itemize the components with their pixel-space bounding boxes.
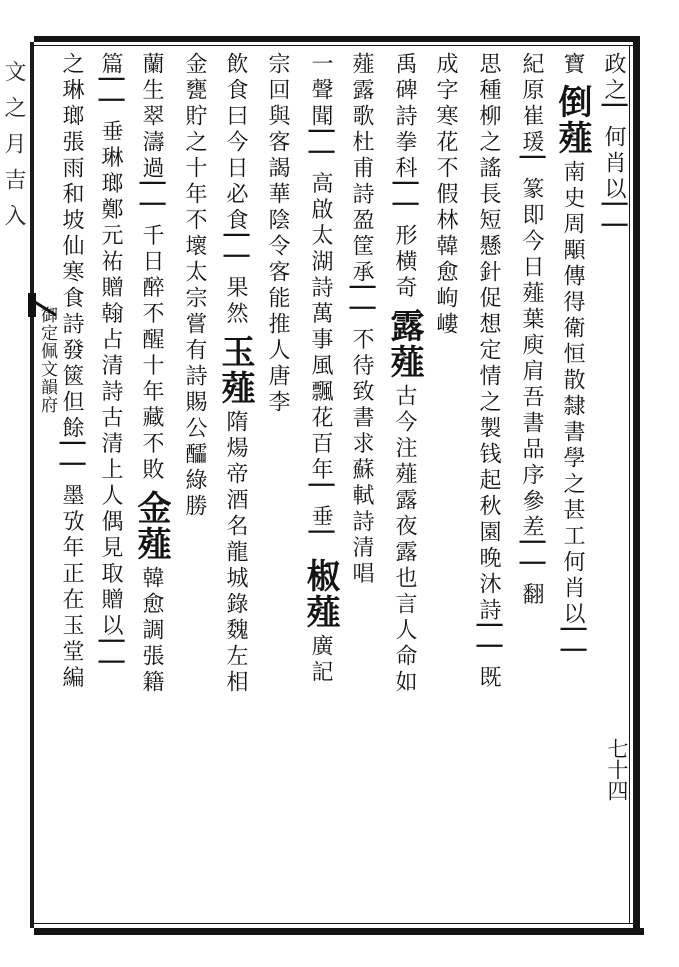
text-column <box>131 52 171 696</box>
text-segment: 一聲聞▏▏高啟太湖詩萬事風飄花百年▏垂▏ <box>308 52 333 552</box>
fishtail-mark <box>28 293 36 317</box>
text-column <box>596 52 630 245</box>
frame-top-inner-border <box>34 45 640 46</box>
text-segment: 韓愈調張籍 <box>139 565 164 696</box>
text-segment: 寶 <box>560 52 585 78</box>
text-segment: 飲食曰今日必食▏▏果然 <box>223 52 248 328</box>
margin-text-fragment: 文之月吉入 <box>1 60 26 240</box>
text-segment: 唐李 <box>265 364 290 416</box>
text-segment: 禹碑詩拳科▏▏形横奇 <box>392 52 417 302</box>
text-segment: 思種柳之謠長短懸針促想定情之製钱起秋園晚沐詩▏▏既 <box>476 52 501 692</box>
frame-bottom-inner-border <box>34 923 640 924</box>
text-segment: 篇▏▏垂琳瑯鄭元祐贈翰占清詩古清上人偶見取贈以▏▏ <box>98 52 123 682</box>
text-column <box>54 52 88 692</box>
text-column <box>215 52 255 696</box>
text-column <box>177 52 211 520</box>
entry-heading: 露薤 <box>384 307 424 380</box>
text-segment: 政之▏何肖以▏▏ <box>601 52 626 245</box>
frame-right-border <box>633 36 640 935</box>
text-segment: 之琳瑯張雨和坡仙寒食詩發篋但餘▏▏墨攷年正在玉堂編 <box>59 52 84 692</box>
text-column <box>93 52 127 682</box>
text-column <box>300 52 340 686</box>
frame-bottom-border <box>34 928 644 935</box>
text-segment: 南史周顒傳得衛恒散隸書學之甚工何肖以▏▏ <box>560 160 585 670</box>
text-segment: 蘭生翠濤過▏▏千日醉不醒十年藏不敗 <box>139 52 164 484</box>
text-segment: 古今注薤露夜露也言人命如 <box>392 383 417 696</box>
text-column <box>471 52 505 692</box>
text-column <box>552 52 592 670</box>
entry-heading: 玉薤 <box>215 333 255 406</box>
text-segment: 宗回與客謁華陰令客能推人 <box>265 52 290 364</box>
text-segment: 成字寒花不假林韓愈岣嶁 <box>433 52 458 338</box>
book-title: 御定佩文韻府 <box>37 306 57 414</box>
margin-fold-line <box>30 42 34 928</box>
frame-top-border <box>34 36 640 42</box>
text-column <box>428 52 462 338</box>
text-segment: 紀原崔瑗▏篆即今日薤葉庾肩吾書品序參差▏▏翻 <box>519 52 544 609</box>
entry-heading: 椒薤 <box>300 557 340 630</box>
text-segment: 金甕貯之十年不壞太宗嘗有詩賜公醽綠勝 <box>182 52 207 520</box>
text-segment: 隋煬帝酒名龍城錄魏左相 <box>223 409 248 696</box>
text-segment: 薤露歌杜甫詩盈筐承▏▏不待致書求蘇軾詩清唱 <box>349 52 374 588</box>
entry-heading: 金薤 <box>131 489 171 562</box>
text-column <box>260 52 294 416</box>
page-number: 七十四 <box>605 738 629 801</box>
text-column <box>514 52 548 609</box>
text-column <box>344 52 378 588</box>
text-segment: 廣記 <box>308 633 333 686</box>
entry-heading: 倒薤 <box>552 84 592 156</box>
text-column <box>384 52 424 696</box>
